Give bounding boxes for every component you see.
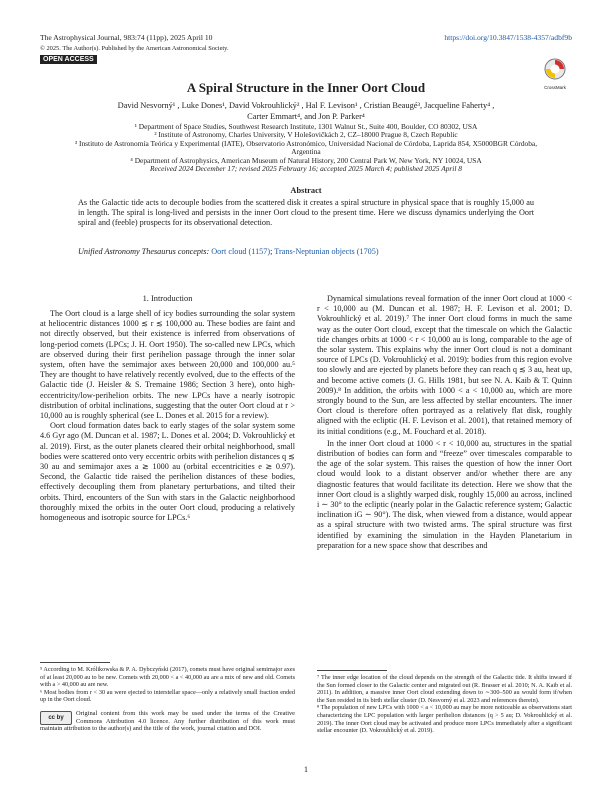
footnotes-left	[40, 666, 295, 704]
concept-link-oort-cloud[interactable]: Oort cloud (1157)	[211, 247, 271, 256]
doi-link[interactable]: https://doi.org/10.3847/1538-4357/adbf9b	[444, 33, 572, 42]
affiliation-2: ² Institute of Astronomy, Charles University, V Holešovičkách 2, CZ–18000 Prague 8, Czech Republic	[154, 130, 458, 140]
right-column	[317, 294, 572, 551]
authors-line-2: Carter Emmart⁴, and Jon P. Parker⁴	[247, 112, 365, 121]
copyright-line: © 2025. The Author(s). Published by the American Astronomical Society.	[40, 45, 229, 52]
section-heading-introduction: 1. Introduction	[142, 294, 193, 303]
author-list	[40, 100, 572, 122]
intro-paragraph-4: In the inner Oort cloud at 1000 < r < 10,000 au, structures in the spatial distribution of bodies can form and “freeze” over timescales comparable to the age of the solar system. This raises the question of how the inner Oort cloud would look to a distant observer and/or whether there are any diagnostic features that would facilitate its detection. Here we show that the inner Oort cloud is a slightly warped disk, roughly 15,000 au across, inclined i ∼ 30° to the ecliptic (nearly polar in the Galactic reference system; Galactic inclination iG ∼ 90°). The disk, when viewed from a distance, would appear as a spiral structure with two twisted arms. The spiral structure was first identified by examining the simulation in the Hayden Planetarium in preparation for a new space show that describes and	[317, 438, 572, 550]
page-number: 1	[303, 765, 309, 774]
abstract-text: As the Galactic tide acts to decouple bodies from the scattered disk it creates a spiral structure in physical space that is roughly 15,000 au in length. The spiral is long-lived and persists in the inner Oort cloud to the present time. Here we discuss dynamics underlying the Oort spiral and (feeble) prospects for its observational detection.	[78, 198, 534, 228]
paper-title: A Spiral Structure in the Inner Oort Cloud	[186, 80, 426, 95]
license-text: Original content from this work may be used under the terms of the Creative Commons Attribution 4.0 licence. Any further distribution of this work must maintain attribution to the author(s) and the title of the work, journal citation and DOI.	[40, 710, 295, 733]
affiliations	[40, 123, 572, 173]
intro-paragraph-2: Oort cloud formation dates back to early stages of the solar system some 4.6 Gyr ago (M. Duncan et al. 1987; L. Dones et al. 2004; D. Vokrouhlický et al. 2019). First, as the outer planets cleared their orbital neighborhood, small bodies were scattered onto very eccentric orbits with perihelion distances q ≲ 30 au and semimajor axes a ≳ 1000 au (orbital eccentricities e ≳ 0.97). Second, the Galactic tide raised the perihelion distances of these bodies, effectively decoupling them from planetary perturbations, and tilted their orbits. Third, encounters of the Sun with stars in the Galactic neighborhood thoroughly mixed the orbits in the outer Oort cloud, producing a relatively homogeneous and isotropic source for LPCs.⁶	[40, 421, 295, 523]
intro-paragraph-1: The Oort cloud is a large shell of icy bodies surrounding the solar system at heliocentric distances 1000 ≲ r ≲ 100,000 au. These bodies are faint and not directly observed, but their existence is inferred from observations of long-period comets (LPCs; J. H. Oort 1950). The so-called new LPCs, which are observed during their first perihelion passage through the inner solar system, often have the semimajor axes between 20,000 and 100,000 au.⁵ They are thought to have relatively recently evolved, due to the effects of the Galactic tide (J. Heisler & S. Tremaine 1986; Section 3 here), onto high-eccentricity/low-perihelion orbits. The new LPCs have a nearly isotropic distribution of orbital inclinations, suggesting that the outer Oort cloud at r > 10,000 au is roughly spherical (see L. Dones et al. 2015 for a review).	[40, 309, 295, 421]
crossmark-label: CrossMark	[544, 85, 566, 90]
abstract-heading: Abstract	[290, 186, 322, 195]
affiliation-1: ¹ Department of Space Studies, Southwest Research Institute, 1301 Walnut St., Suite 400, Boulder, CO 80302, USA	[134, 122, 478, 131]
footnote-8: ⁸ The population of new LPCs with 1000 < a < 10,000 au may be more noticeable as observations start characterizing the LPC population with larger perihelion distances (q > 5 au; D. Vokrouhlický et al. 2019). The inner Oort cloud may be activated and produce more LPCs immediately after a significant stellar encounter (D. Vokrouhlický et al. 2019).	[317, 704, 572, 735]
open-access-badge: OPEN ACCESS	[40, 55, 97, 64]
footnote-7: ⁷ The inner edge location of the cloud depends on the strength of the Galactic tide. It shifts inward if the Sun formed closer to the Galactic center and migrated out (R. Brasser et al. 2010; N. A. Kaib et al. 2011). In addition, a massive inner Oort cloud extending down to ∼300–500 au would form if/when the Sun resided in its birth stellar cluster (D. Nesvorný et al. 2023 and references therein).	[317, 674, 572, 704]
footnote-divider-left	[40, 662, 110, 663]
footnote-divider-right	[317, 670, 387, 671]
left-column	[40, 309, 295, 523]
affiliation-3: ³ Instituto de Astronomía Teórica y Experimental (IATE), Observatorio Astronómico, Universidad Nacional de Córdoba, Laprida 854, X5000BGR Córdoba,	[74, 138, 538, 148]
cc-by-badge[interactable]: cc by	[40, 711, 72, 725]
received-dates: Received 2024 December 17; revised 2025 February 16; accepted 2025 March 4; published 2025 April 8	[150, 164, 462, 174]
affiliation-3-country: Argentina	[291, 147, 321, 157]
intro-paragraph-3: Dynamical simulations reveal formation of the inner Oort cloud at 1000 < r < 10,000 au (M. Duncan et al. 1987; H. F. Levison et al. 2001; D. Vokrouhlický et al. 2019).⁷ The inner Oort cloud forms in much the same way as the outer Oort cloud, except that the timescale on which the Galactic tide changes orbits at 1000 < r < 10,000 au is long, comparable to the age of the solar system. This explains why the inner Oort cloud is not a dominant source of LPCs (D. Vokrouhlický et al. 2019): bodies from this region evolve too slowly and are ejected by planets before they can reach q ≲ 3 au, heat up, and become active comets (J. G. Hills 1981, but see N. A. Kaib & T. Quinn 2009).⁸ In addition, the orbits with 1000 < a < 10,000 au, which are more strongly bound to the Sun, are less affected by stellar encounters. The inner Oort cloud is therefore often portrayed as a relatively flat disk, roughly aligned with the ecliptic (H. F. Levison et al. 2001), that retained memory of its initial conditions (e.g., M. Fouchard et al. 2018).	[317, 294, 572, 436]
crossmark-icon	[544, 58, 566, 80]
footnotes-right	[317, 674, 572, 735]
license-block	[40, 710, 295, 733]
footnote-5: ⁵ According to M. Królikowska & P. A. Dybczyński (2017), comets must have original semimajor axes of at least 20,000 au to be new. Comets with 20,000 < a < 40,000 au are a mix of new and old. Comets with a > 40,000 au are new.	[40, 666, 295, 689]
affiliation-4: ⁴ Department of Astrophysics, American Museum of Natural History, 200 Central Park W, New York, NY 10024, USA	[130, 155, 482, 165]
concept-link-tno[interactable]: Trans-Neptunian objects (1705)	[274, 247, 379, 256]
journal-citation: The Astrophysical Journal, 983:74 (11pp), 2025 April 10	[40, 33, 213, 42]
authors-line-1: David Nesvorný¹ , Luke Dones¹, David Vokrouhlický² , Hal F. Levison¹ , Cristian Beaugé³, Jacqueline Faherty⁴ ,	[117, 101, 495, 110]
footnote-6: ⁶ Most bodies from r < 30 au were ejected to interstellar space—only a relatively small fraction ended up in the Oort cloud.	[40, 688, 295, 704]
uat-label: Unified Astronomy Thesaurus concepts:	[78, 247, 210, 256]
uat-concepts: Unified Astronomy Thesaurus concepts: Oort cloud (1157); Trans-Neptunian objects (1705)	[78, 247, 379, 256]
